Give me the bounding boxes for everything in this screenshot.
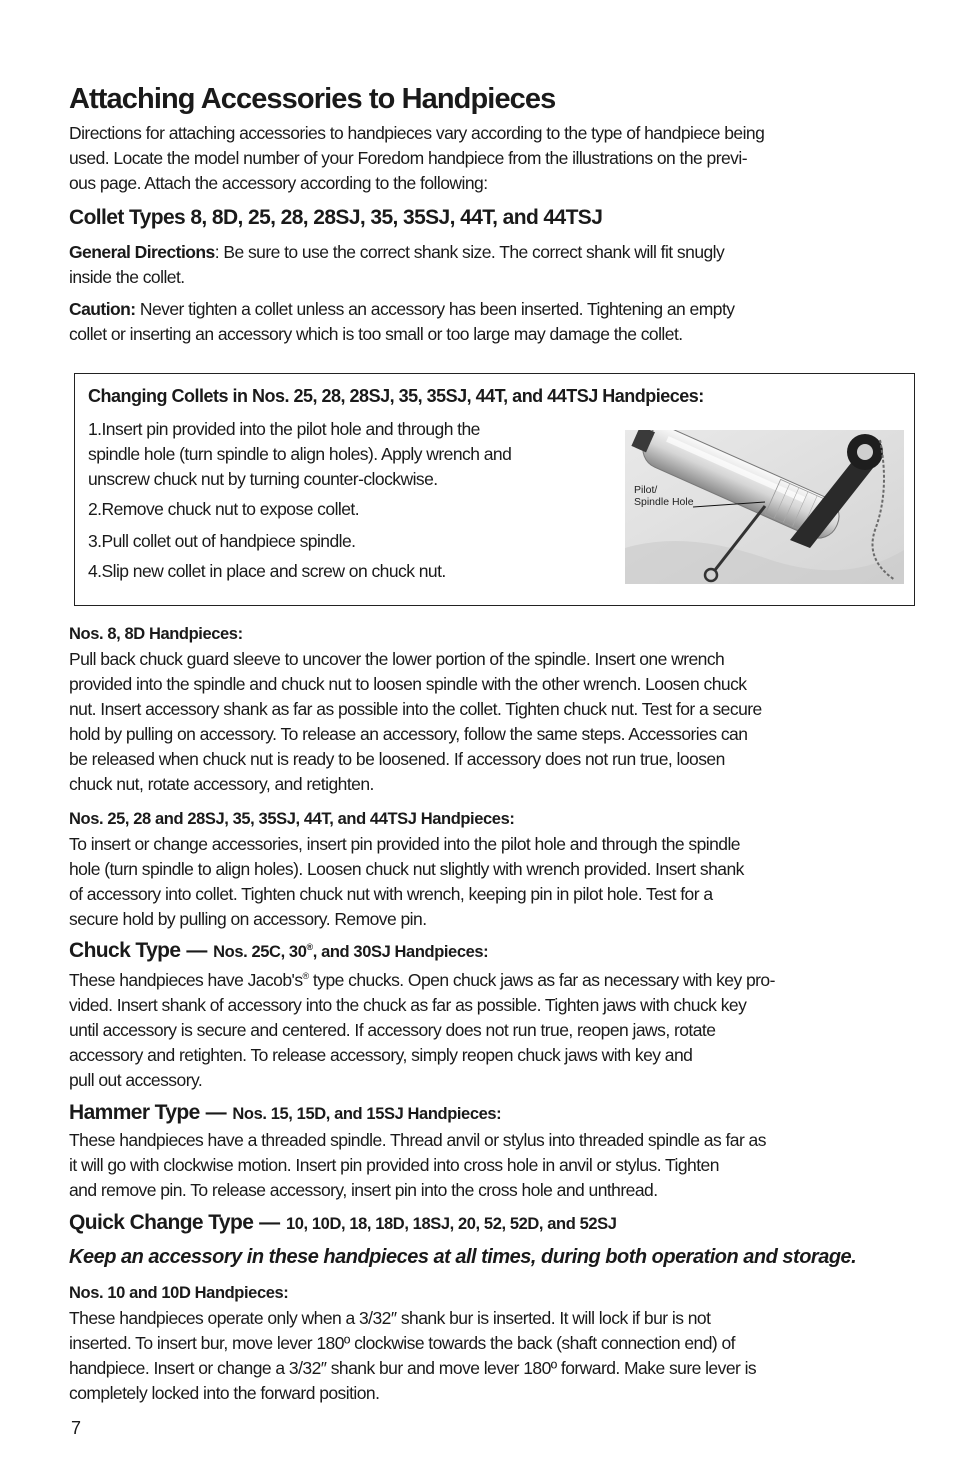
box-step-4: 4.Slip new collet in place and screw on chuck nut. bbox=[88, 561, 446, 581]
box-step-1: 1.Insert pin provided into the pilot hole and through the spindle hole (turn spindle to align holes). Apply wrench and unscrew chuck nut by turning counter-clockwise. bbox=[88, 419, 512, 489]
intro-line: ous page. Attach the accessory according to the following: bbox=[69, 173, 488, 193]
collet-heading: Collet Types 8, 8D, 25, 28, 28SJ, 35, 35SJ, 44T, and 44TSJ bbox=[69, 206, 603, 229]
general-label: General Directions bbox=[69, 242, 215, 262]
page bbox=[69, 0, 909, 1475]
pilot-hole-callout: Pilot/ Spindle Hole bbox=[634, 484, 694, 508]
hammer-nos: Nos. 15, 15D, and 15SJ Handpieces: bbox=[232, 1105, 502, 1123]
nos8-paragraph: Pull back chuck guard sleeve to uncover the lower portion of the spindle. Insert one wrench provided into the spindle and chuck nut to loosen spindle with the other wrench. Loosen chuck nut. Insert accessory shank as far as possible into the collet. Tighten chuck nut. Test for a secure hold by pulling on accessory. To release an accessory, follow the same steps. Accessories can be released when chuck nut is ready to be loosened. If accessory does not run true, loosen chuck nut, rotate accessory, and retighten. bbox=[69, 649, 762, 794]
hammer-type-label: Hammer Type bbox=[69, 1101, 200, 1124]
caution-label: Caution: bbox=[69, 299, 136, 319]
nos25-heading: Nos. 25, 28 and 28SJ, 35, 35SJ, 44T, and 44TSJ Handpieces: bbox=[69, 810, 515, 828]
box-step-2: 2.Remove chuck nut to expose collet. bbox=[88, 499, 360, 519]
quick-type-label: Quick Change Type bbox=[69, 1211, 254, 1234]
chuck-nos: Nos. 25C, 30®, and 30SJ Handpieces: bbox=[213, 942, 489, 961]
box-step-3: 3.Pull collet out of handpiece spindle. bbox=[88, 531, 356, 551]
chuck-paragraph: These handpieces have Jacob's® type chucks. Open chuck jaws as far as necessary with key pro- vided. Insert shank of accessory into the chuck as far as possible. Tighten jaws with chuck key until accessory is secure and centered. If accessory does not run true, reopen jaws, rotate accessory and retighten. To release accessory, simply reopen chuck jaws with key and pull out accessory. bbox=[69, 970, 775, 1090]
hammer-paragraph: These handpieces have a threaded spindle. Thread anvil or stylus into threaded spindle as far as it will go with clockwise motion. Insert pin provided into cross hole in anvil or stylus. Tighten and remove pin. To release accessory, insert pin into the cross hole and unthread. bbox=[69, 1130, 766, 1200]
nos8-heading: Nos. 8, 8D Handpieces: bbox=[69, 625, 243, 643]
chuck-heading: Chuck Type — Nos. 25C, 30®, and 30SJ Handpieces: bbox=[69, 939, 489, 962]
caution-text: Never tighten a collet unless an accessory has been inserted. Tightening an empty bbox=[135, 299, 735, 319]
caution-text-2: collet or inserting an accessory which is too small or too large may damage the collet. bbox=[69, 324, 683, 344]
nos10-heading: Nos. 10 and 10D Handpieces: bbox=[69, 1284, 289, 1302]
changing-collets-box bbox=[74, 373, 915, 606]
quick-heading: Quick Change Type — 10, 10D, 18, 18D, 18SJ, 20, 52, 52D, and 52SJ bbox=[69, 1211, 617, 1234]
quick-note: Keep an accessory in these handpieces at all times, during both operation and storage. bbox=[69, 1246, 857, 1268]
general-text: : Be sure to use the correct shank size. The correct shank will fit snugly bbox=[214, 242, 725, 262]
intro-line: used. Locate the model number of your Foredom handpiece from the illustrations on the previ- bbox=[69, 148, 747, 168]
intro-paragraph bbox=[69, 121, 909, 196]
nos10-paragraph: These handpieces operate only when a 3/32″ shank bur is inserted. It will lock if bur is not inserted. To insert bur, move lever 180º clockwise towards the back (shaft connection end) of handpiece. Insert or change a 3/32″ shank bur and move lever 180º forward. Make sure lever is completely locked into the forward position. bbox=[69, 1308, 757, 1403]
general-text-2: inside the collet. bbox=[69, 267, 185, 287]
box-title: Changing Collets in Nos. 25, 28, 28SJ, 35, 35SJ, 44T, and 44TSJ Handpieces: bbox=[88, 386, 704, 406]
page-number: 7 bbox=[71, 1418, 82, 1438]
nos25-paragraph: To insert or change accessories, insert pin provided into the pilot hole and through the spindle hole (turn spindle to align holes). Loosen chuck nut slightly with wrench provided. Insert shank of accessory into collet. Tighten chuck nut with wrench, keeping pin in pilot hole. Test for a secure hold by pulling on accessory. Remove pin. bbox=[69, 834, 744, 929]
intro-line: Directions for attaching accessories to handpieces vary according to the type of handpiece being bbox=[69, 123, 765, 143]
chuck-type-label: Chuck Type bbox=[69, 939, 181, 962]
caution-paragraph bbox=[69, 297, 909, 347]
handpiece-photo bbox=[625, 430, 904, 584]
quick-nos: 10, 10D, 18, 18D, 18SJ, 20, 52, 52D, and 52SJ bbox=[285, 1215, 617, 1233]
page-title: Attaching Accessories to Handpieces bbox=[69, 83, 556, 115]
general-directions bbox=[69, 240, 909, 290]
hammer-heading: Hammer Type — Nos. 15, 15D, and 15SJ Handpieces: bbox=[69, 1101, 502, 1124]
